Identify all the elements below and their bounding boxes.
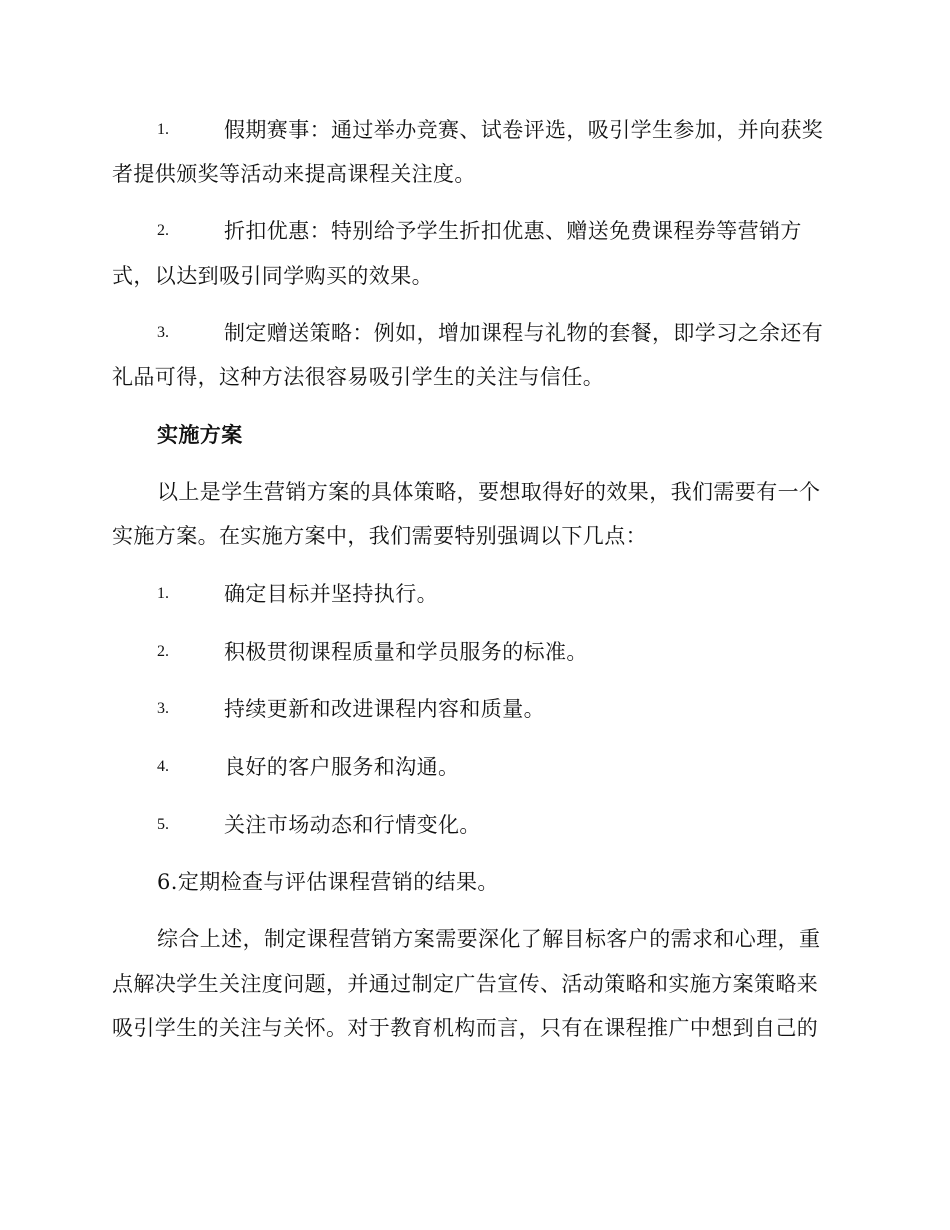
- list2-item1-text: 确定目标并坚持执行。: [224, 582, 438, 606]
- list2-item3-text: 持续更新和改进课程内容和质量。: [224, 697, 545, 721]
- list2-item6-text: 6.定期检查与评估课程营销的结果。: [157, 870, 499, 894]
- list1-item2-number: 2.: [157, 222, 169, 239]
- list1-item3-text-cont: 礼品可得，这种方法很容易吸引学生的关注与信任。: [112, 365, 605, 389]
- list1-item2-text-cont: 式，以达到吸引同学购买的效果。: [112, 264, 433, 288]
- intro-paragraph-line2: 实施方案。在实施方案中，我们需要特别强调以下几点：: [112, 524, 647, 548]
- section-heading: 实施方案: [157, 422, 243, 447]
- list1-item1-text: 假期赛事：通过举办竞赛、试卷评选，吸引学生参加，并向获奖: [224, 118, 824, 142]
- list2-item3-number: 3.: [157, 700, 169, 717]
- list2-item4-text: 良好的客户服务和沟通。: [224, 755, 460, 779]
- list2-item5-number: 5.: [157, 816, 169, 833]
- conclusion-paragraph-line2: 点解决学生关注度问题，并通过制定广告宣传、活动策略和实施方案策略来: [112, 972, 819, 996]
- list2-item2-text: 积极贯彻课程质量和学员服务的标准。: [224, 640, 588, 664]
- list2-item1-number: 1.: [157, 585, 169, 602]
- list1-item1-number: 1.: [157, 121, 169, 138]
- list1-item1-text-cont: 者提供颁奖等活动来提高课程关注度。: [112, 162, 476, 186]
- conclusion-paragraph-line1: 综合上述，制定课程营销方案需要深化了解目标客户的需求和心理，重: [157, 927, 821, 951]
- list1-item3-number: 3.: [157, 324, 169, 341]
- list1-item2-text: 折扣优惠：特别给予学生折扣优惠、赠送免费课程券等营销方: [224, 219, 802, 243]
- list2-item2-number: 2.: [157, 643, 169, 660]
- list1-item3-text: 制定赠送策略：例如，增加课程与礼物的套餐，即学习之余还有: [224, 321, 824, 345]
- conclusion-paragraph-line3: 吸引学生的关注与关怀。对于教育机构而言，只有在课程推广中想到自己的: [112, 1016, 819, 1040]
- list2-item5-text: 关注市场动态和行情变化。: [224, 813, 481, 837]
- intro-paragraph-line1: 以上是学生营销方案的具体策略，要想取得好的效果，我们需要有一个: [157, 480, 821, 504]
- list2-item4-number: 4.: [157, 758, 169, 775]
